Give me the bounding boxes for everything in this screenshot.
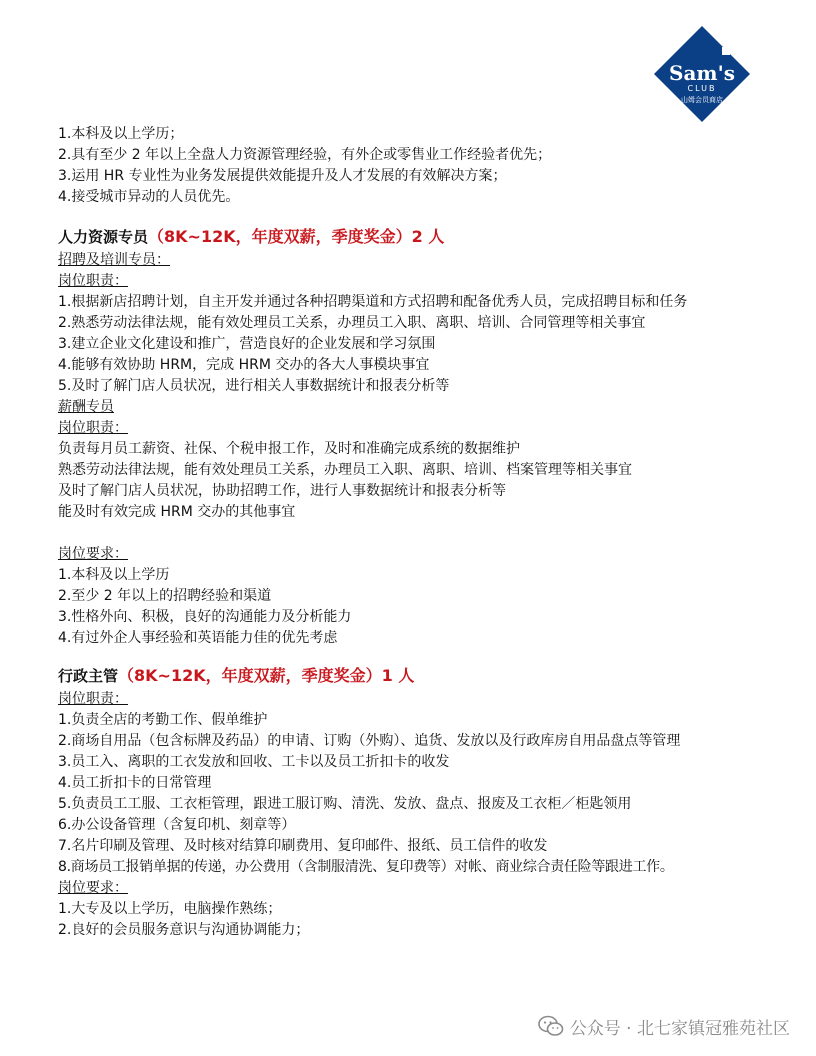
list-item: 1.本科及以上学历； [58,126,184,142]
spacer [58,523,778,544]
admin-duty-label: 岗位职责： [58,691,128,707]
recruit-title: 招聘及培训专员： [58,252,170,268]
wechat-icon [538,1015,564,1037]
list-item: 2.商场自用品（包含标牌及药品）的申请、订购（外购）、追货、发放以及行政库房自用品盘点等管理 [58,733,681,749]
logo-brand: Sam's [669,61,735,85]
list-item: 能及时有效完成 HRM 交办的其他事宜 [58,504,296,520]
watermark-text: 公众号 · 北七家镇冠雅苑社区 [569,1018,790,1039]
list-item: 5.及时了解门店人员状况，进行相关人事数据统计和报表分析等 [58,378,450,394]
admin-title: 行政主管 [58,667,119,685]
admin-highlight: （8K~12K，年度双薪，季度奖金）1 人 [118,666,415,685]
sams-club-logo [652,24,752,124]
list-item: 1.大专及以上学历，电脑操作熟练； [58,901,282,917]
list-item: 熟悉劳动法律法规，能有效处理员工关系，办理员工入职、离职、培训、档案管理等相关事宜 [58,462,632,478]
logo-sub: CLUB [687,84,717,93]
list-item: 2.熟悉劳动法律法规，能有效处理员工关系，办理员工入职、离职、培训、合同管理等相关事宜 [58,315,646,331]
list-item: 3.员工入、离职的工衣发放和回收、工卡以及员工折扣卡的收发 [58,754,450,770]
watermark [538,1012,790,1040]
list-item: 2.至少 2 年以上的招聘经验和渠道 [58,588,272,604]
admin-heading [58,665,778,687]
list-item: 8.商场员工报销单据的传递，办公费用（含制服清洗、复印费等）对帐、商业综合责任险等跟进工作。 [58,859,674,875]
list-item: 3.运用 HR 专业性为业务发展提供效能提升及人才发展的有效解决方案； [58,168,507,184]
list-item: 2.具有至少 2 年以上全盘人力资源管理经验，有外企或零售业工作经验者优先； [58,147,552,163]
list-item: 7.名片印刷及管理、及时核对结算印刷费用、复印邮件、报纸、员工信件的收发 [58,838,548,854]
admin-req-label: 岗位要求： [58,880,128,896]
prev-requirements [58,124,778,208]
list-item: 2.良好的会员服务意识与沟通协调能力； [58,922,310,938]
list-item: 1.本科及以上学历 [58,567,170,583]
hr-title: 人力资源专员 [58,228,149,246]
document-body [58,124,778,941]
list-item: 4.能够有效协助 HRM，完成 HRM 交办的各大人事模块事宜 [58,357,430,373]
list-item: 1.负责全店的考勤工作、假单维护 [58,712,268,728]
list-item: 4.接受城市异动的人员优先。 [58,189,240,205]
logo-cn: 山姆会员商店 [681,96,723,104]
pay-duty-label: 岗位职责： [58,420,128,436]
recruit-duty-label: 岗位职责： [58,273,128,289]
hr-req-label: 岗位要求： [58,546,128,562]
list-item: 5.负责员工工服、工衣柜管理，跟进工服订购、清洗、发放、盘点、报废及工衣柜／柜匙领用 [58,796,632,812]
list-item: 3.建立企业文化建设和推广，营造良好的企业发展和学习氛围 [58,336,436,352]
list-item: 4.员工折扣卡的日常管理 [58,775,212,791]
list-item: 3.性格外向、积极，良好的沟通能力及分析能力 [58,609,352,625]
list-item: 6.办公设备管理（含复印机、刻章等） [58,817,296,833]
list-item: 负责每月员工薪资、社保、个税申报工作，及时和准确完成系统的数据维护 [58,441,520,457]
list-item: 4.有过外企人事经验和英语能力佳的优先考虑 [58,630,338,646]
hr-highlight: （8K~12K，年度双薪，季度奖金）2 人 [148,227,445,246]
hr-heading [58,226,778,248]
list-item: 1.根据新店招聘计划，自主开发并通过各种招聘渠道和方式招聘和配备优秀人员，完成招聘目标和任务 [58,294,688,310]
list-item: 及时了解门店人员状况，协助招聘工作，进行人事数据统计和报表分析等 [58,483,506,499]
pay-title: 薪酬专员 [58,399,114,415]
